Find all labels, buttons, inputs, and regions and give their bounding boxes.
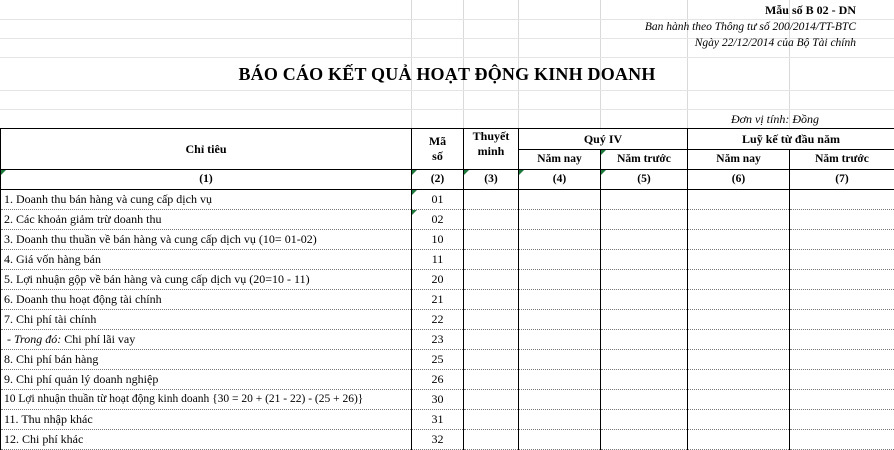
row-code[interactable]: 26: [412, 370, 464, 390]
table-row: [1, 430, 894, 450]
note-cell[interactable]: [464, 250, 519, 270]
quarter-last-year-header[interactable]: Năm trước: [601, 150, 688, 170]
value-cell[interactable]: [601, 270, 688, 290]
value-cell[interactable]: [519, 230, 601, 250]
value-cell[interactable]: [519, 310, 601, 330]
income-statement-table: [0, 128, 894, 450]
value-cell[interactable]: [601, 310, 688, 330]
note-cell[interactable]: [464, 310, 519, 330]
row-label[interactable]: 10 Lợi nhuận thuần từ hoạt động kinh doanh {30 = 20 + (21 - 22) - (25 + 26)}: [1, 390, 412, 410]
column-number-4[interactable]: (4): [519, 170, 601, 190]
table-row: [1, 230, 894, 250]
value-cell[interactable]: [790, 430, 894, 450]
row-label[interactable]: 9. Chi phí quản lý doanh nghiệp: [1, 370, 412, 390]
row-label-text: Chi phí lãi vay: [64, 332, 136, 346]
row-label[interactable]: 8. Chi phí bán hàng: [1, 350, 412, 370]
note-cell[interactable]: [464, 290, 519, 310]
row-label[interactable]: 5. Lợi nhuận gộp về bán hàng và cung cấp dịch vụ (20=10 - 11): [1, 270, 412, 290]
value-cell[interactable]: [790, 350, 894, 370]
value-cell[interactable]: [688, 230, 790, 250]
row-code[interactable]: 01: [412, 190, 464, 210]
currency-unit: Đơn vị tính: Đồng: [730, 112, 819, 126]
row-code[interactable]: 02: [412, 210, 464, 230]
value-cell[interactable]: [688, 430, 790, 450]
value-cell[interactable]: [790, 190, 894, 210]
table-row: [1, 270, 894, 290]
note-cell[interactable]: [464, 350, 519, 370]
value-cell[interactable]: [790, 250, 894, 270]
column-number-7[interactable]: (7): [790, 170, 894, 190]
value-cell[interactable]: [688, 390, 790, 410]
cumulative-header[interactable]: Luỹ kế từ đầu năm: [688, 129, 894, 150]
value-cell[interactable]: [790, 310, 894, 330]
note-cell[interactable]: [464, 270, 519, 290]
value-cell[interactable]: [688, 370, 790, 390]
value-cell[interactable]: [688, 310, 790, 330]
value-cell[interactable]: [519, 350, 601, 370]
value-cell[interactable]: [601, 370, 688, 390]
row-label[interactable]: 3. Doanh thu thuần về bán hàng và cung cấp dịch vụ (10= 01-02): [1, 230, 412, 250]
value-cell[interactable]: [790, 270, 894, 290]
note-cell[interactable]: [464, 190, 519, 210]
quarter-header[interactable]: Quý IV: [519, 129, 688, 150]
row-code[interactable]: 11: [412, 250, 464, 270]
row-label[interactable]: 6. Doanh thu hoạt động tài chính: [1, 290, 412, 310]
table-row: [1, 410, 894, 430]
value-cell[interactable]: [601, 210, 688, 230]
value-cell[interactable]: [688, 190, 790, 210]
issued-by-text: Ban hành theo Thông tư số 200/2014/TT-BTC: [644, 21, 856, 33]
value-cell[interactable]: [519, 330, 601, 350]
row-code[interactable]: 10: [412, 230, 464, 250]
note-cell[interactable]: [464, 230, 519, 250]
note-cell[interactable]: [464, 210, 519, 230]
value-cell[interactable]: [601, 410, 688, 430]
value-cell[interactable]: [601, 330, 688, 350]
table-row: [1, 190, 894, 210]
value-cell[interactable]: [519, 250, 601, 270]
value-cell[interactable]: [519, 210, 601, 230]
table-row: [1, 250, 894, 270]
value-cell[interactable]: [790, 390, 894, 410]
table-row: [1, 330, 894, 350]
value-cell[interactable]: [790, 410, 894, 430]
value-cell[interactable]: [688, 330, 790, 350]
value-cell[interactable]: [519, 270, 601, 290]
form-code: Mẫu số B 02 - DN: [764, 3, 856, 17]
row-code[interactable]: 30: [412, 390, 464, 410]
value-cell[interactable]: [790, 230, 894, 250]
value-cell[interactable]: [519, 370, 601, 390]
row-code[interactable]: 32: [412, 430, 464, 450]
row-label[interactable]: 11. Thu nhập khác: [1, 410, 412, 430]
value-cell[interactable]: [519, 430, 601, 450]
value-cell[interactable]: [688, 250, 790, 270]
quarter-this-year-header[interactable]: Năm nay: [519, 150, 601, 170]
column-number-5[interactable]: (5): [601, 170, 688, 190]
code-header[interactable]: [412, 129, 464, 170]
table-row: [1, 290, 894, 310]
column-number-2[interactable]: (2): [412, 170, 464, 190]
value-cell[interactable]: [790, 330, 894, 350]
value-cell[interactable]: [790, 370, 894, 390]
value-cell[interactable]: [601, 250, 688, 270]
value-cell[interactable]: [688, 410, 790, 430]
note-cell[interactable]: [464, 430, 519, 450]
cumulative-last-year-header[interactable]: Năm trước: [790, 150, 894, 170]
row-code[interactable]: 25: [412, 350, 464, 370]
row-label[interactable]: 2. Các khoản giảm trừ doanh thu: [1, 210, 412, 230]
value-cell[interactable]: [519, 290, 601, 310]
value-cell[interactable]: [601, 230, 688, 250]
row-label[interactable]: 7. Chi phí tài chính: [1, 310, 412, 330]
row-code[interactable]: 20: [412, 270, 464, 290]
value-cell[interactable]: [688, 290, 790, 310]
value-cell[interactable]: [688, 210, 790, 230]
note-cell[interactable]: [464, 410, 519, 430]
note-cell[interactable]: [464, 330, 519, 350]
row-code[interactable]: 31: [412, 410, 464, 430]
value-cell[interactable]: [601, 390, 688, 410]
indicator-header[interactable]: Chỉ tiêu: [1, 129, 412, 170]
column-number-3[interactable]: (3): [464, 170, 519, 190]
value-cell[interactable]: [601, 350, 688, 370]
column-number-6[interactable]: (6): [688, 170, 790, 190]
note-header-line1: Thuyết: [472, 129, 510, 143]
report-title: BÁO CÁO KẾT QUẢ HOẠT ĐỘNG KINH DOANH: [238, 64, 656, 84]
row-label[interactable]: 1. Doanh thu bán hàng và cung cấp dịch vụ: [1, 190, 412, 210]
value-cell[interactable]: [790, 290, 894, 310]
row-code[interactable]: 23: [412, 330, 464, 350]
value-cell[interactable]: [601, 430, 688, 450]
row-label[interactable]: [1, 330, 412, 350]
row-label[interactable]: 4. Giá vốn hàng bán: [1, 250, 412, 270]
table-row: [1, 370, 894, 390]
column-number-1[interactable]: (1): [1, 170, 412, 190]
row-prefix: - Trong đó:: [7, 332, 62, 346]
table-row: [1, 310, 894, 330]
value-cell[interactable]: [519, 190, 601, 210]
cumulative-this-year-header[interactable]: Năm nay: [688, 150, 790, 170]
issued-date-text: Ngày 22/12/2014 của Bộ Tài chính: [694, 37, 856, 49]
value-cell[interactable]: [519, 390, 601, 410]
code-header-line1: Mã: [428, 134, 447, 148]
note-header[interactable]: [464, 129, 519, 170]
table-row: [1, 350, 894, 370]
value-cell[interactable]: [688, 350, 790, 370]
row-code[interactable]: 22: [412, 310, 464, 330]
value-cell[interactable]: [519, 410, 601, 430]
row-label[interactable]: 12. Chi phí khác: [1, 430, 412, 450]
note-header-line2: minh: [477, 144, 505, 158]
row-code[interactable]: 21: [412, 290, 464, 310]
code-header-line2: số: [432, 149, 443, 163]
value-cell[interactable]: [601, 290, 688, 310]
value-cell[interactable]: [688, 270, 790, 290]
value-cell[interactable]: [601, 190, 688, 210]
note-cell[interactable]: [464, 390, 519, 410]
value-cell[interactable]: [790, 210, 894, 230]
note-cell[interactable]: [464, 370, 519, 390]
table-row: [1, 390, 894, 410]
table-row: [1, 210, 894, 230]
